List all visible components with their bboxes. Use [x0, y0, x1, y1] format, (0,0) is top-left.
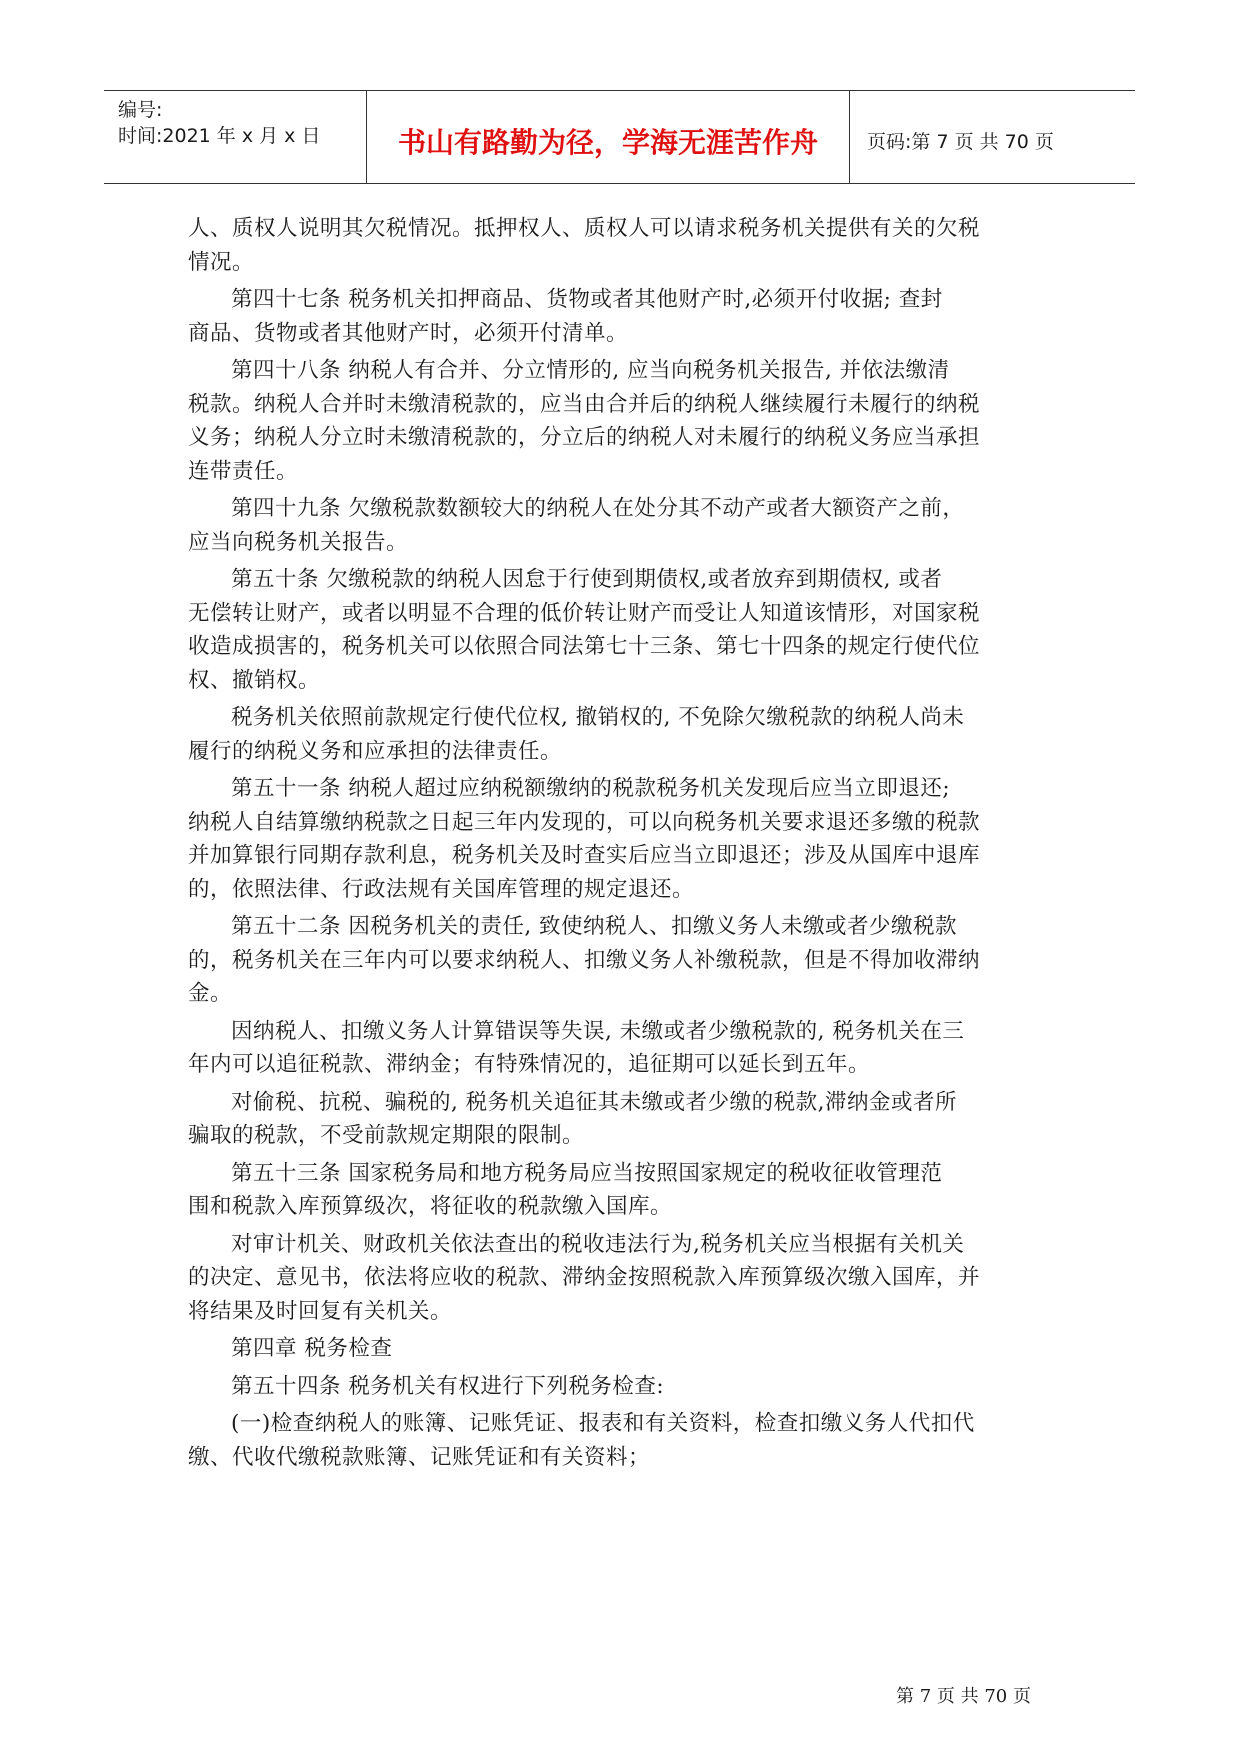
document-time-label: 时间:2021 年 x 月 x 日 [118, 125, 321, 147]
header-center-cell [367, 91, 850, 183]
text-line: 第四章 税务检查 [231, 1336, 393, 1361]
paragraph [188, 1332, 1088, 1366]
paragraph [188, 910, 1088, 1011]
text-line: 骗取的税款，不受前款规定期限的限制。 [188, 1123, 585, 1148]
text-line: 税款。纳税人合并时未缴清税款的，应当由合并后的纳税人继续履行未履行的纳税 [188, 391, 981, 417]
text-line: 将结果及时回复有关机关。 [188, 1298, 453, 1324]
header-motto: 书山有路勤为径，学海无涯苦作舟 [397, 126, 818, 159]
paragraph [188, 354, 1088, 488]
text-line: 应当向税务机关报告。 [188, 529, 409, 555]
text-line: 年内可以追征税款、滞纳金；有特殊情况的，追征期可以延长到五年。 [188, 1052, 871, 1077]
text-line: 第四十八条 纳税人有合并、分立情形的, 应当向税务机关报告, 并依法缴清 [231, 358, 950, 383]
text-line: 税务机关依照前款规定行使代位权, 撤销权的, 不免除欠缴税款的纳税人尚未 [231, 705, 965, 730]
text-line: 围和税款入库预算级次，将征收的税款缴入国库。 [188, 1194, 673, 1219]
text-line: 第五十一条 纳税人超过应纳税额缴纳的税款税务机关发现后应当立即退还; [231, 776, 951, 801]
text-line: 第五十二条 因税务机关的责任, 致使纳税人、扣缴义务人未缴或者少缴税款 [231, 914, 958, 939]
text-line: 人、质权人说明其欠税情况。抵押权人、质权人可以请求税务机关提供有关的欠税 [188, 216, 981, 241]
text-line: 因纳税人、扣缴义务人计算错误等失误, 未缴或者少缴税款的, 税务机关在三 [231, 1018, 965, 1044]
text-line: 第五十三条 国家税务局和地方税务局应当按照国家规定的税收征收管理范 [231, 1160, 943, 1186]
paragraph [188, 283, 1088, 350]
paragraph [188, 1015, 1088, 1082]
paragraph [188, 701, 1088, 768]
text-line: 连带责任。 [188, 458, 299, 484]
text-line: 并加算银行同期存款利息，税务机关及时查实后应当立即退还；涉及从国库中退库 [188, 843, 981, 868]
text-line: 无偿转让财产，或者以明显不合理的低价转让财产而受让人知道该情形，对国家税 [188, 600, 981, 626]
paragraph [188, 212, 1088, 279]
text-line: 第五十条 欠缴税款的纳税人因怠于行使到期债权,或者放弃到期债权, 或者 [231, 567, 943, 592]
text-line: 收造成损害的，税务机关可以依照合同法第七十三条、第七十四条的规定行使代位 [188, 634, 981, 659]
header-table [104, 90, 1135, 184]
text-line: 第四十九条 欠缴税款数额较大的纳税人在处分其不动产或者大额资产之前， [231, 496, 965, 521]
paragraph [188, 772, 1088, 906]
text-line: 对审计机关、财政机关依法查出的税收违法行为,税务机关应当根据有关机关 [231, 1231, 965, 1257]
paragraph [188, 1407, 1088, 1474]
text-line: 缴、代收代缴税款账簿、记账凭证和有关资料； [188, 1444, 651, 1470]
text-line: 第四十七条 税务机关扣押商品、货物或者其他财产时,必须开付收据; 查封 [231, 287, 943, 312]
text-line: 的，依照法律、行政法规有关国库管理的规定退还。 [188, 876, 695, 902]
text-line: 的决定、意见书，依法将应收的税款、滞纳金按照税款入库预算级次缴入国库，并 [188, 1265, 981, 1290]
paragraph [188, 563, 1088, 697]
paragraph [188, 1228, 1088, 1329]
text-line: 纳税人自结算缴纳税款之日起三年内发现的，可以向税务机关要求退还多缴的税款 [188, 809, 981, 835]
document-number-label: 编号: [118, 99, 163, 121]
text-line: (一)检查纳税人的账簿、记账凭证、报表和有关资料，检查扣缴义务人代扣代 [231, 1411, 975, 1436]
header-left-cell [104, 91, 367, 183]
paragraph [188, 1370, 1088, 1404]
header-page-info: 页码:第 7 页 共 70 页 [867, 131, 1054, 153]
text-line: 权、撤销权。 [188, 667, 321, 693]
text-line: 对偷税、抗税、骗税的, 税务机关追征其未缴或者少缴的税款,滞纳金或者所 [231, 1089, 958, 1115]
text-line: 金。 [188, 981, 233, 1006]
paragraph [188, 492, 1088, 559]
text-line: 第五十四条 税务机关有权进行下列税务检查: [231, 1373, 665, 1399]
page-footer: 第 7 页 共 70 页 [896, 1686, 1031, 1707]
text-line: 的，税务机关在三年内可以要求纳税人、扣缴义务人补缴税款，但是不得加收滞纳 [188, 947, 981, 973]
text-line: 商品、货物或者其他财产时，必须开付清单。 [188, 320, 629, 346]
paragraph [188, 1157, 1088, 1224]
text-line: 履行的纳税义务和应承担的法律责任。 [188, 738, 563, 764]
paragraph [188, 1086, 1088, 1153]
text-line: 情况。 [188, 249, 255, 275]
document-body [188, 212, 1088, 1478]
header-right-cell [850, 91, 1135, 183]
text-line: 义务；纳税人分立时未缴清税款的，分立后的纳税人对未履行的纳税义务应当承担 [188, 425, 981, 450]
